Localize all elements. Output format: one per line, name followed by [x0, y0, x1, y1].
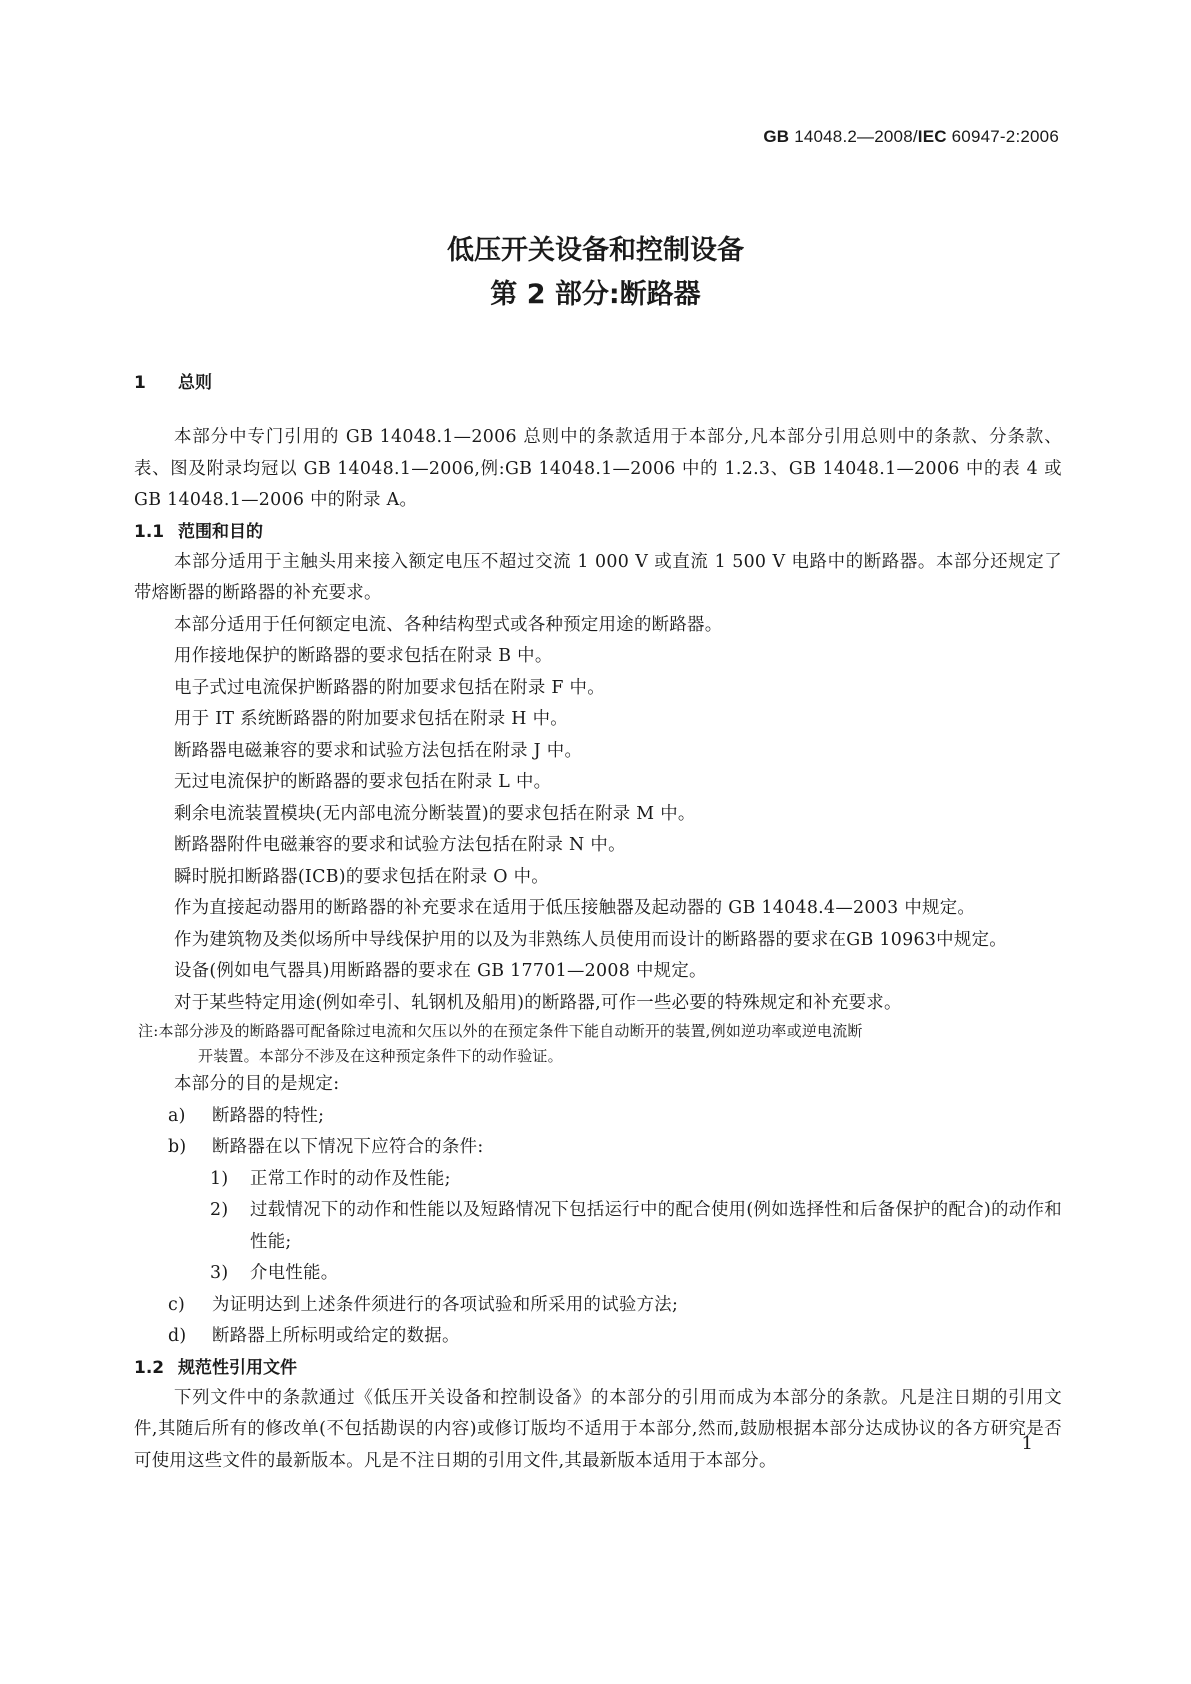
sub-list-item	[134, 1195, 1062, 1258]
section-title: 总则	[178, 373, 212, 393]
scope-line: 本部分适用于任何额定电流、各种结构型式或各种预定用途的断路器。	[174, 614, 723, 635]
scope-line: 断路器电磁兼容的要求和试验方法包括在附录 J 中。	[174, 740, 583, 761]
iec-number: 60947-2:2006	[946, 127, 1059, 146]
section-1-heading	[134, 368, 1062, 398]
section-title: 范围和目的	[178, 521, 263, 542]
std-number: 14048.2—2008/	[789, 127, 918, 146]
references-paragraph: 下列文件中的条款通过《低压开关设备和控制设备》的本部分的引用而成为本部分的条款。凡是注日期的引用文件,其随后所有的修改单(不包括勘误的内容)或修订版均不适用于本部分,然而,鼓励根据本部分达成协议的各方研究是否可使用这些文件的最新版本。凡是不注日期的引用文件,其最新版本适用于本部分。	[134, 1387, 1062, 1471]
scope-paragraph: 作为建筑物及类似场所中导线保护用的以及为非熟练人员使用而设计的断路器的要求在GB 10963中规定。	[174, 929, 1007, 950]
scope-line: 用作接地保护的断路器的要求包括在附录 B 中。	[174, 646, 553, 666]
list-marker: 1)	[210, 1168, 229, 1189]
list-marker: d)	[168, 1326, 187, 1346]
iec-prefix: IEC	[917, 127, 947, 146]
standard-header	[763, 127, 1059, 147]
document-subtitle: 第 2 部分:断路器	[490, 279, 701, 310]
section-1-1-heading	[134, 517, 1062, 547]
scope-paragraph: 本部分适用于主触头用来接入额定电压不超过交流 1 000 V 或直流 1 500 V 电路中的断路器。本部分还规定了带熔断器的断路器的补充要求。	[134, 551, 1062, 603]
list-marker: c)	[168, 1294, 186, 1315]
section-number: 1.1	[134, 521, 165, 542]
page-number: 1	[1021, 1433, 1033, 1454]
scope-line: 电子式过电流保护断路器的附加要求包括在附录 F 中。	[174, 677, 605, 698]
document-title: 低压开关设备和控制设备	[447, 235, 744, 266]
list-text: 正常工作时的动作及性能;	[250, 1168, 451, 1189]
sub-list-item	[134, 1164, 1062, 1196]
scope-line: 无过电流保护的断路器的要求包括在附录 L 中。	[174, 772, 552, 792]
list-item	[134, 1321, 1062, 1353]
note	[134, 1019, 1062, 1069]
scope-paragraph: 作为直接起动器用的断路器的补充要求在适用于低压接触器及起动器的 GB 14048.4—2003 中规定。	[174, 898, 976, 918]
scope-line: 瞬时脱扣断路器(ICB)的要求包括在附录 O 中。	[174, 866, 549, 887]
list-marker: a)	[168, 1105, 186, 1126]
list-text: 断路器的特性;	[212, 1105, 325, 1126]
list-marker: 3)	[210, 1263, 229, 1283]
list-text: 为证明达到上述条件须进行的各项试验和所采用的试验方法;	[212, 1294, 679, 1315]
list-marker: b)	[168, 1137, 187, 1157]
scope-line: 剩余电流装置模块(无内部电流分断装置)的要求包括在附录 M 中。	[174, 803, 696, 824]
intro-paragraph: 本部分中专门引用的 GB 14048.1—2006 总则中的条款适用于本部分,凡本部分引用总则中的条款、分条款、表、图及附录均冠以 GB 14048.1—2006,例:GB 14048.1—2006 中的 1.2.3、GB 14048.1—2006 中的表 4 或 GB 14048.1—2006 中的附录 A。	[134, 427, 1062, 510]
section-1-2-heading	[134, 1353, 1062, 1383]
sub-list-item	[134, 1258, 1062, 1290]
scope-line: 断路器附件电磁兼容的要求和试验方法包括在附录 N 中。	[174, 835, 626, 855]
note-line-1: 注:本部分涉及的断路器可配备除过电流和欠压以外的在预定条件下能自动断开的装置,例如逆功率或逆电流断	[138, 1022, 863, 1040]
std-prefix: GB	[763, 127, 790, 146]
list-marker: 2)	[210, 1200, 229, 1220]
list-item	[134, 1101, 1062, 1133]
note-line-2: 开装置。本部分不涉及在这种预定条件下的动作验证。	[198, 1047, 563, 1065]
list-item	[134, 1132, 1062, 1164]
scope-line: 用于 IT 系统断路器的附加要求包括在附录 H 中。	[174, 709, 568, 729]
document-body	[134, 368, 1062, 1477]
purpose-intro: 本部分的目的是规定:	[174, 1074, 340, 1094]
section-title: 规范性引用文件	[178, 1357, 297, 1378]
list-text: 过载情况下的动作和性能以及短路情况下包括运行中的配合使用(例如选择性和后备保护的配合)的动作和性能;	[250, 1200, 1062, 1252]
scope-line: 对于某些特定用途(例如牵引、轧钢机及船用)的断路器,可作一些必要的特殊规定和补充要求。	[174, 992, 902, 1013]
section-number: 1.2	[134, 1357, 165, 1378]
list-text: 断路器上所标明或给定的数据。	[212, 1326, 460, 1346]
list-text: 断路器在以下情况下应符合的条件:	[212, 1137, 484, 1157]
list-item	[134, 1290, 1062, 1322]
scope-line: 设备(例如电气器具)用断路器的要求在 GB 17701—2008 中规定。	[174, 961, 707, 981]
list-text: 介电性能。	[250, 1263, 339, 1283]
section-number: 1	[134, 373, 146, 393]
